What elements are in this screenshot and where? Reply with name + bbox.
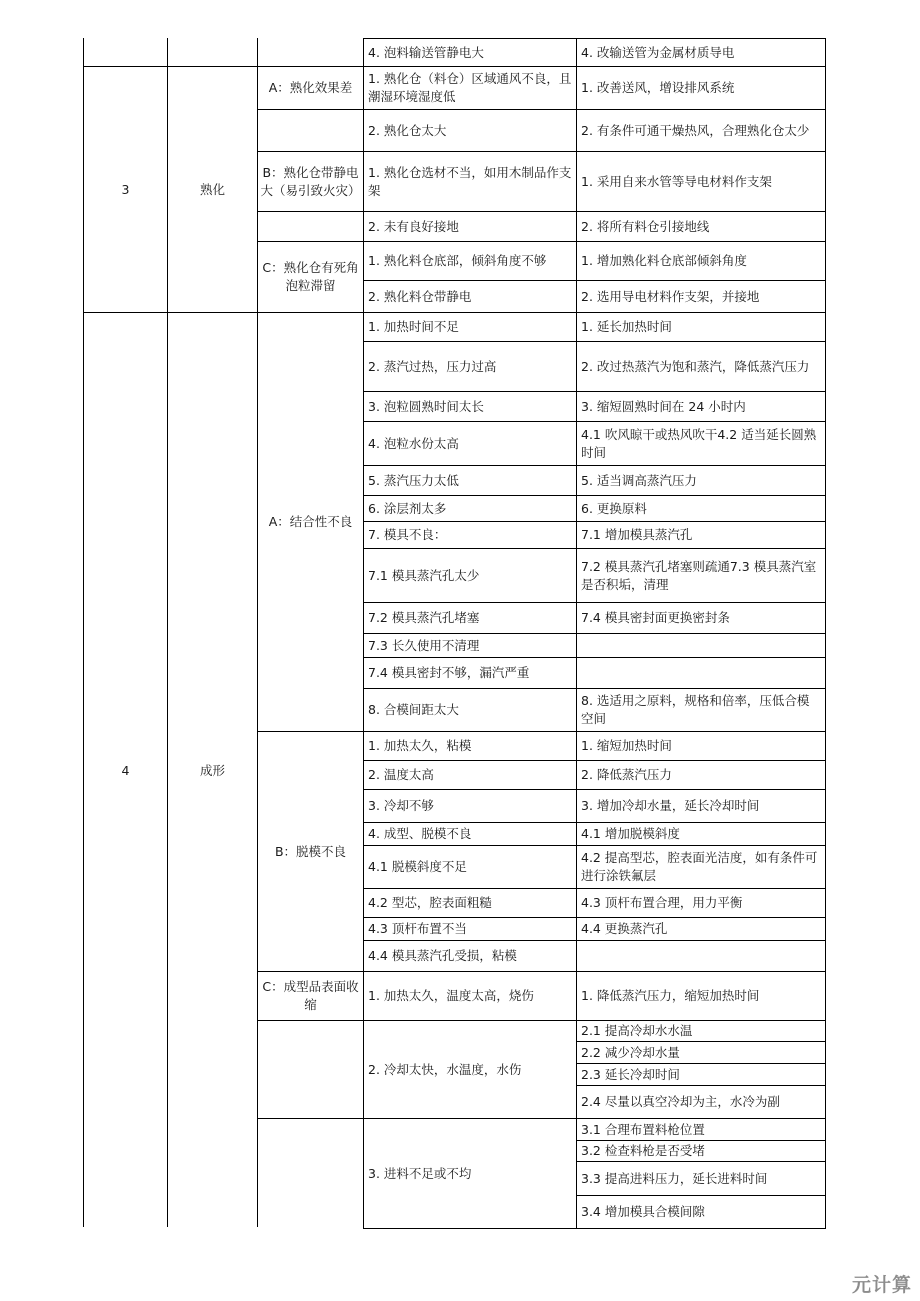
solution-cell-text: 1. 增加熟化料仓底部倾斜角度 <box>581 253 747 268</box>
solution-subcell <box>577 1141 825 1161</box>
solution-subcell <box>577 1162 825 1195</box>
problem-cell <box>258 152 363 211</box>
cause-cell-text: 1. 加热太久，温度太高，烧伤 <box>368 988 534 1003</box>
cause-cell-text: 1. 熟化仓选材不当，如用木制品作支架 <box>368 164 572 198</box>
cause-cell-text: 5. 蒸汽压力太低 <box>368 472 459 488</box>
cause-cell <box>364 466 576 495</box>
solution-subcell <box>577 1042 825 1063</box>
cause-cell-text: 4. 成型、脱模不良 <box>368 826 472 841</box>
solution-cell-text: 4.2 提高型芯，腔表面光洁度，如有条件可进行涂铁氟层 <box>581 850 818 883</box>
solution-cell <box>577 110 825 151</box>
problem-cell <box>258 732 363 971</box>
cause-cell <box>364 1021 576 1118</box>
cause-cell-text: 7.2 模具蒸汽孔堵塞 <box>368 610 480 625</box>
solution-cell <box>577 549 825 602</box>
cause-cell-text: 4. 泡粒水份太高 <box>368 435 459 451</box>
cause-cell <box>364 846 576 888</box>
cause-cell <box>364 422 576 465</box>
cause-cell-text: 1. 加热太久，粘模 <box>368 738 472 753</box>
cause-cell-text: 7.3 长久使用不清理 <box>368 637 480 653</box>
section-number <box>84 67 167 312</box>
solution-subcell-text: 2.2 减少冷却水量 <box>581 1044 680 1060</box>
solution-subcell <box>577 1119 825 1140</box>
table-horizontal-rule <box>576 1228 826 1229</box>
solution-subcell <box>577 1021 825 1041</box>
problem-cell-text: C：熟化仓有死角泡粒滞留 <box>262 260 359 293</box>
solution-cell-text: 4.1 增加脱模斜度 <box>581 826 680 841</box>
solution-cell <box>577 212 825 241</box>
solution-cell <box>577 603 825 633</box>
cause-cell <box>364 110 576 151</box>
section-number-text: 3 <box>121 181 130 197</box>
solution-cell <box>577 152 825 211</box>
solution-cell <box>577 522 825 548</box>
problem-cell <box>258 313 363 731</box>
problem-cell-text: C：成型品表面收缩 <box>262 979 359 1012</box>
cause-cell <box>364 689 576 731</box>
solution-cell-text: 1. 延长加热时间 <box>581 319 672 334</box>
cause-cell <box>364 732 576 760</box>
cause-cell <box>364 918 576 940</box>
cause-cell <box>364 823 576 845</box>
section-stage <box>168 67 257 312</box>
section-stage-text: 成形 <box>199 762 225 778</box>
solution-cell-text: 5. 适当调高蒸汽压力 <box>581 472 697 488</box>
cause-cell <box>364 392 576 421</box>
solution-cell <box>577 732 825 760</box>
solution-cell-text: 4.1 吹风晾干或热风吹干4.2 适当延长圆熟时间 <box>581 426 817 460</box>
solution-cell-text: 7.2 模具蒸汽孔堵塞则疏通7.3 模具蒸汽室是否积垢，清理 <box>581 558 817 592</box>
solution-cell-text: 1. 改善送风，增设排风系统 <box>581 80 735 95</box>
cause-cell <box>364 242 576 280</box>
solution-cell <box>577 972 825 1020</box>
solution-cell-text: 2. 有条件可通干燥热风，合理熟化仓太少 <box>581 122 810 138</box>
cause-cell-text: 6. 涂层剂太多 <box>368 500 447 516</box>
solution-subcell-text: 3.3 提高进料压力，延长进料时间 <box>581 1170 768 1186</box>
solution-cell <box>577 466 825 495</box>
solution-cell <box>577 67 825 109</box>
cause-cell-text: 7. 模具不良： <box>368 527 447 542</box>
cause-cell-text: 2. 蒸汽过热，压力过高 <box>368 358 497 374</box>
cause-cell <box>364 39 576 66</box>
solution-cell <box>577 392 825 421</box>
cause-cell-text: 2. 熟化料仓带静电 <box>368 288 472 304</box>
problem-cell <box>258 972 363 1020</box>
solution-cell <box>577 39 825 66</box>
cause-cell <box>364 603 576 633</box>
cause-cell-text: 4.2 型芯，腔表面粗糙 <box>368 895 492 910</box>
solution-cell-text: 2. 将所有料仓引接地线 <box>581 218 710 234</box>
solution-cell-text: 4.4 更换蒸汽孔 <box>581 921 668 936</box>
problem-cell-text: B：脱模不良 <box>274 843 347 859</box>
cause-cell <box>364 1119 576 1228</box>
solution-cell-text: 1. 采用自来水管等导电材料作支架 <box>581 173 772 189</box>
solution-cell <box>577 496 825 521</box>
solution-subcell-text: 3.4 增加模具合模间隙 <box>581 1204 705 1219</box>
solution-cell <box>577 313 825 341</box>
cause-cell-text: 4. 泡料输送管静电大 <box>368 44 484 60</box>
solution-subcell-text: 3.2 检查料枪是否受堵 <box>581 1143 705 1158</box>
solution-cell-text: 7.4 模具密封面更换密封条 <box>581 610 730 625</box>
cause-cell <box>364 549 576 602</box>
problem-cell-text: B：熟化仓带静电大（易引致火灾） <box>260 164 361 198</box>
cause-cell <box>364 941 576 971</box>
solution-subcell-text: 2.3 延长冷却时间 <box>581 1066 680 1082</box>
solution-cell <box>577 422 825 465</box>
cause-cell-text: 1. 熟化料仓底部，倾斜角度不够 <box>368 253 547 268</box>
cause-cell-text: 3. 冷却不够 <box>368 798 434 813</box>
solution-cell-text: 1. 缩短加热时间 <box>581 738 672 753</box>
cause-cell <box>364 496 576 521</box>
solution-cell-text: 2. 选用导电材料作支架，并接地 <box>581 288 760 304</box>
solution-cell <box>577 342 825 391</box>
cause-cell <box>364 67 576 109</box>
cause-cell <box>364 972 576 1020</box>
solution-cell <box>577 790 825 822</box>
cause-cell-text: 2. 温度太高 <box>368 767 434 782</box>
solution-cell <box>577 846 825 888</box>
solution-cell <box>577 889 825 917</box>
solution-subcell-text: 3.1 合理布置料枪位置 <box>581 1121 705 1137</box>
cause-cell-text: 2. 未有良好接地 <box>368 218 459 234</box>
cause-cell <box>364 281 576 312</box>
solution-cell-text: 2. 改过热蒸汽为饱和蒸汽，降低蒸汽压力 <box>581 358 810 374</box>
solution-cell <box>577 761 825 789</box>
cause-cell-text: 8. 合模间距太大 <box>368 702 459 717</box>
solution-cell-text: 3. 增加冷却水量，延长冷却时间 <box>581 798 760 813</box>
watermark-logo: 元计算 <box>851 1274 912 1296</box>
cause-cell-text: 7.4 模具密封不够，漏汽严重 <box>368 665 530 680</box>
cause-cell <box>364 342 576 391</box>
solution-cell-text: 2. 降低蒸汽压力 <box>581 767 672 782</box>
solution-subcell-text: 2.1 提高冷却水水温 <box>581 1023 693 1038</box>
solution-subcell <box>577 1086 825 1118</box>
cause-cell-text: 4.3 顶杆布置不当 <box>368 921 467 936</box>
solution-cell <box>577 823 825 845</box>
problem-cell <box>258 242 363 312</box>
solution-subcell <box>577 1064 825 1085</box>
cause-cell-text: 1. 加热时间不足 <box>368 319 459 334</box>
section-number <box>84 313 167 1228</box>
problem-cell <box>258 67 363 109</box>
solution-subcell-text: 2.4 尽量以真空冷却为主，水冷为副 <box>581 1094 780 1109</box>
solution-cell-text: 7.1 增加模具蒸汽孔 <box>581 527 693 542</box>
cause-cell <box>364 658 576 688</box>
solution-cell <box>577 689 825 731</box>
solution-cell-text: 1. 降低蒸汽压力，缩短加热时间 <box>581 988 760 1003</box>
cause-cell <box>364 313 576 341</box>
cause-cell-text: 2. 冷却太快，水温度，水伤 <box>368 1061 522 1077</box>
cause-cell <box>364 634 576 657</box>
section-number-text: 4 <box>121 762 130 778</box>
cause-cell-text: 1. 熟化仓（料仓）区域通风不良，且潮湿环境湿度低 <box>368 71 572 104</box>
section-stage <box>168 313 257 1228</box>
solution-cell-text: 4.3 顶杆布置合理，用力平衡 <box>581 895 743 910</box>
cause-cell <box>364 522 576 548</box>
solution-cell-text: 3. 缩短圆熟时间在 24 小时内 <box>581 398 746 414</box>
cause-cell <box>364 152 576 211</box>
cause-cell-text: 7.1 模具蒸汽孔太少 <box>368 567 480 583</box>
cause-cell-text: 2. 熟化仓太大 <box>368 122 447 138</box>
section-stage-text: 熟化 <box>199 181 225 197</box>
cause-cell <box>364 889 576 917</box>
cause-cell <box>364 212 576 241</box>
cause-cell-text: 3. 泡粒圆熟时间太长 <box>368 398 484 414</box>
solution-cell <box>577 281 825 312</box>
cause-cell <box>364 761 576 789</box>
problem-cell-text: A：熟化效果差 <box>268 80 353 95</box>
problem-cell-text: A：结合性不良 <box>268 514 353 529</box>
solution-cell-text: 4. 改输送管为金属材质导电 <box>581 44 735 60</box>
solution-cell <box>577 918 825 940</box>
solution-cell-text: 8. 选适用之原料，规格和倍率，压低合模空间 <box>581 693 810 726</box>
solution-subcell <box>577 1196 825 1228</box>
cause-cell-text: 4.1 脱模斜度不足 <box>368 859 467 874</box>
solution-cell-text: 6. 更换原料 <box>581 500 647 516</box>
cause-cell-text: 3. 进料不足或不均 <box>368 1165 472 1181</box>
cause-cell <box>364 790 576 822</box>
cause-cell-text: 4.4 模具蒸汽孔受损，粘模 <box>368 948 517 963</box>
solution-cell <box>577 242 825 280</box>
